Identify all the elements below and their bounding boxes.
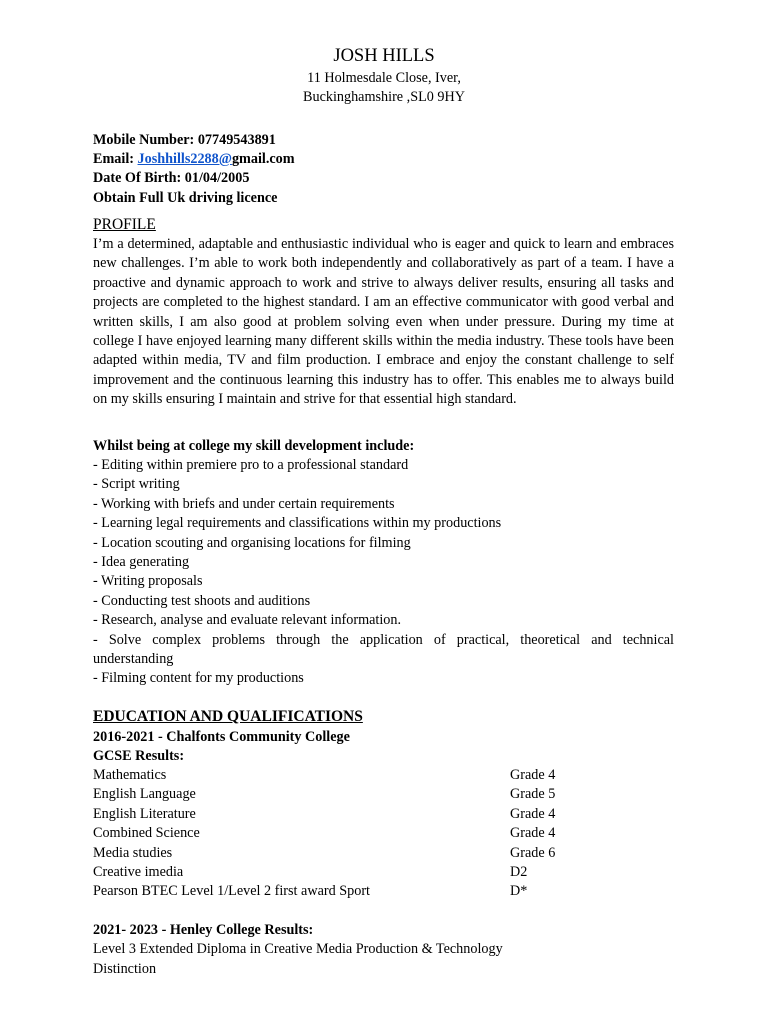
grade-cell: Grade 4 [510, 767, 556, 783]
list-item: - Script writing [93, 476, 180, 493]
date-of-birth: Date Of Birth: 01/04/2005 [93, 170, 250, 186]
list-item: - Working with briefs and under certain requirements [93, 495, 395, 512]
grades-table [93, 766, 613, 902]
college-heading: 2021- 2023 - Henley College Results: [93, 922, 314, 938]
skills-list [93, 456, 674, 689]
list-item: - Location scouting and organising locations for filming [93, 534, 411, 551]
list-item: - Research, analyse and evaluate relevant information. [93, 612, 402, 629]
college-course: Level 3 Extended Diploma in Creative Media Production & Technology [93, 941, 503, 957]
grade-cell: D* [510, 883, 528, 900]
driving-licence: Obtain Full Uk driving licence [93, 190, 278, 206]
college-result: Distinction [93, 961, 157, 977]
skills-heading: Whilst being at college my skill development include: [93, 438, 415, 454]
grade-cell: Grade 4 [510, 805, 556, 822]
table-row [93, 805, 613, 824]
subject-cell: English Language [93, 786, 196, 803]
table-row [93, 882, 613, 901]
profile-heading: PROFILE [93, 216, 156, 233]
grade-cell: Grade 6 [510, 844, 556, 861]
subject-cell: English Literature [93, 805, 196, 822]
gcse-heading: GCSE Results: [93, 748, 185, 764]
table-row [93, 766, 613, 785]
school-line: 2016-2021 - Chalfonts Community College [93, 729, 350, 745]
table-row [93, 785, 613, 804]
list-item: - Learning legal requirements and classifications within my productions [93, 515, 502, 532]
email-link[interactable]: Joshhills2288@ [137, 151, 232, 167]
address-line-1: 11 Holmesdale Close, Iver, [307, 70, 461, 86]
email-label: Email: [93, 151, 138, 167]
table-row [93, 824, 613, 843]
profile-text: I’m a determined, adaptable and enthusiastic individual who is eager and quick to learn and embraces new challenges. I’m able to work both independently and collaboratively as part of a team. I have a proactive and dynamic approach to work and strive to always deliver results, ensuring all tasks and projects are completed to the highest standard. I am an effective communicator with good verbal and written skills, I am also good at problem solving even when under pressure. During my time at college I have enjoyed learning many different skills within the media industry. These tools have been adapted within media, TV and film production. I embrace and enjoy the constant challenge to self improvement and the continuous learning this industry has to offer. This enables me to always build on my skills ensuring I maintain and strive for that essential high standard. [93, 236, 674, 408]
email-line [93, 150, 295, 169]
candidate-name: JOSH HILLS [333, 46, 435, 66]
email-domain: gmail.com [231, 151, 295, 167]
subject-cell: Media studies [93, 844, 173, 861]
subject-cell: Mathematics [93, 767, 167, 783]
address-line-2: Buckinghamshire ,SL0 9HY [303, 89, 465, 105]
education-heading: EDUCATION AND QUALIFICATIONS [93, 708, 363, 725]
list-item: - Filming content for my productions [93, 670, 304, 687]
grade-cell: Grade 5 [510, 786, 556, 803]
table-row [93, 844, 613, 863]
subject-cell: Combined Science [93, 825, 200, 842]
subject-cell: Creative imedia [93, 864, 184, 881]
list-item: - Conducting test shoots and auditions [93, 592, 311, 609]
mobile-number: Mobile Number: 07749543891 [93, 132, 276, 148]
grade-cell: D2 [510, 864, 528, 881]
subject-cell: Pearson BTEC Level 1/Level 2 first award Sport [93, 883, 370, 900]
table-row [93, 863, 613, 882]
list-item: - Editing within premiere pro to a professional standard [93, 457, 409, 473]
list-item: - Writing proposals [93, 573, 203, 590]
list-item: - Idea generating [93, 554, 190, 571]
list-item: - Solve complex problems through the application of practical, theoretical and technical understanding [93, 631, 674, 668]
grade-cell: Grade 4 [510, 825, 556, 842]
